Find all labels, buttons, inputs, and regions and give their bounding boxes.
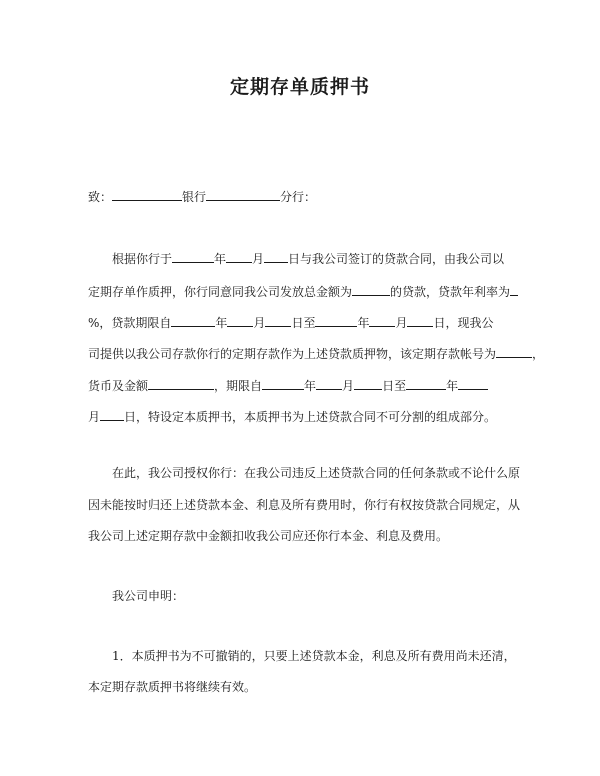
deposit-start-month-blank (316, 377, 342, 390)
to-label: 致： (88, 190, 113, 204)
p1-text: %，贷款期限自 (88, 316, 172, 330)
to-label: 日至 (382, 379, 407, 393)
p1-text: ，期限自 (214, 379, 263, 393)
loan-start-year-blank (171, 314, 215, 327)
month-label: 月 (252, 252, 265, 266)
loan-amount-blank (352, 283, 390, 296)
loan-start-day-blank (265, 314, 291, 327)
loan-end-year-blank (315, 314, 357, 327)
bank-label: 银行 (182, 190, 207, 204)
sign-month-blank (226, 250, 252, 263)
deposit-end-day-blank (100, 408, 124, 421)
branch-name-blank (206, 188, 280, 201)
p2-line2: 因未能按时归还上述贷款本金、利息及所有费用时，你行有权按贷款合同规定，从 (88, 498, 521, 512)
loan-start-month-blank (227, 314, 253, 327)
p1-text: 货币及金额 (88, 379, 149, 393)
branch-label: 分行： (280, 190, 317, 204)
sign-year-blank (172, 250, 214, 263)
p1-text: 定期存单作质押，你行同意同我公司发放总金额为 (88, 285, 353, 299)
p1-line2 (88, 283, 518, 300)
loan-end-month-blank (369, 314, 395, 327)
p1-line4 (88, 345, 544, 362)
declaration-heading: 我公司申明： (112, 589, 185, 603)
item1-line1: 1．本质押书为不可撤销的，只要上述贷款本金，利息及所有费用尚未还清， (112, 649, 516, 663)
month-label: 月 (342, 379, 355, 393)
p2-line3: 我公司上述定期存款中金额扣收我公司应还你行本金、利息及费用。 (88, 529, 449, 543)
p1-line3 (88, 314, 494, 331)
p1-line6 (88, 408, 496, 425)
year-label: 年 (214, 252, 227, 266)
p1-text: 的贷款，贷款年利率为 (390, 285, 511, 299)
year-label: 年 (446, 379, 459, 393)
deposit-end-year-blank (406, 377, 446, 390)
year-label: 年 (357, 316, 370, 330)
p1-text: 日与我公司签订的贷款合同，由我公司以 (288, 252, 505, 266)
year-label: 年 (304, 379, 317, 393)
deposit-start-day-blank (354, 377, 382, 390)
month-label: 月 (253, 316, 266, 330)
p1-text: 司提供以我公司存款你行的定期存款作为上述贷款质押物，该定期存款帐号为 (88, 347, 497, 361)
item1-line2: 本定期存款质押书将继续有效。 (88, 680, 257, 694)
p2-line1: 在此，我公司授权你行：在我公司违反上述贷款合同的任何条款或不论什么原 (112, 466, 521, 480)
p1-line1 (112, 250, 504, 267)
salutation-line (88, 188, 316, 205)
month-label: 月 (395, 316, 408, 330)
loan-end-day-blank (407, 314, 433, 327)
p1-text: ， (532, 347, 545, 361)
currency-amount-blank (148, 377, 214, 390)
to-label: 日至 (291, 316, 316, 330)
sign-day-blank (264, 250, 288, 263)
year-label: 年 (215, 316, 228, 330)
p1-text: 日，特设定本质押书，本质押书为上述贷款合同不可分割的组成部分。 (124, 410, 497, 424)
deposit-start-year-blank (262, 377, 304, 390)
deposit-end-month-blank (458, 377, 488, 390)
p1-line5 (88, 377, 488, 394)
interest-rate-blank (510, 283, 518, 296)
p1-text: 日，现我公 (433, 316, 494, 330)
bank-name-blank (112, 188, 182, 201)
p1-text: 根据你行于 (112, 252, 173, 266)
account-number-blank (496, 345, 532, 358)
month-label: 月 (88, 410, 101, 424)
document-title: 定期存单质押书 (229, 76, 370, 98)
